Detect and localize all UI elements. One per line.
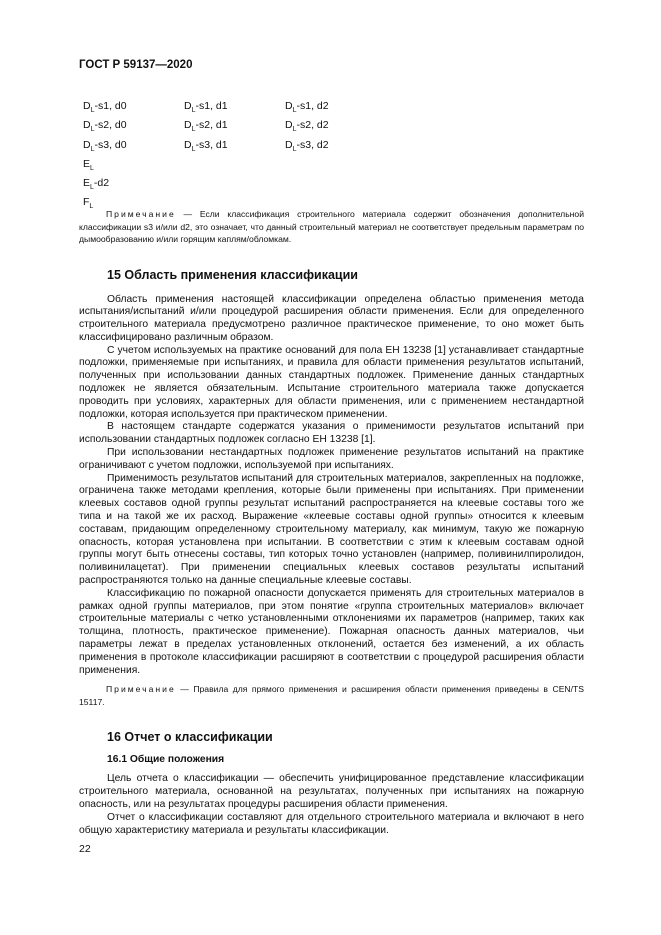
- paragraph: Классификацию по пожарной опасности допускается применять для строительных материалов в рамках одной группы материалов, при этом понятие «группа строительных материалов» включает строительные материалы с четко установленными отклонениями их параметров (например, таких как толщина, плотность, практическое применение). Пожарная опасность данных материалов, чьи параметры лежат в пределах установленных отклонений, остается без изменений, а их область применения в протоколе классификации расширяют в соответствии с процедурой расширения области применения.: [79, 587, 584, 676]
- paragraph: Цель отчета о классификации — обеспечить унифицированное представление классификации строительного материала, основанной на результатах, полученных при испытаниях на пожарную опасность, или на результатах процедуры расширения области применения.: [79, 773, 584, 810]
- classification-row: [83, 155, 386, 174]
- paragraph: В настоящем стандарте содержатся указания о применимости результатов испытаний при использовании стандартных подложек согласно ЕН 13238 [1].: [79, 421, 584, 446]
- classification-cell: $E_L$: [83, 157, 94, 172]
- section-title: 16 Отчет о классификации: [107, 730, 273, 745]
- note: [79, 683, 584, 708]
- classification-cell: $D_L-s2$, d0: [83, 119, 127, 134]
- classification-cell: $F_L$: [83, 196, 94, 211]
- classification-cell: $D_L-s1$, d0: [83, 100, 127, 114]
- classification-row: [83, 174, 386, 193]
- standard-header: ГОСТ Р 59137—2020: [79, 59, 193, 71]
- classification-row: [83, 97, 386, 116]
- paragraph: Область применения настоящей классификации определена областью применения метода испытания/испытаний и/или процедурой расширения области применения. Если для определенного строительного материала предусмотрено различное практическое применение, то оно может быть классифицировано различным образом.: [79, 293, 584, 343]
- classification-cell: $D_L-s2$, d2: [285, 119, 329, 134]
- main-content: [79, 208, 584, 837]
- paragraph: При использовании нестандартных подложек применение результатов испытаний на практике ограничивают с учетом подложки, используемой при испытаниях.: [79, 447, 584, 471]
- note-label: Примечание: [106, 684, 176, 695]
- paragraph: Применимость результатов испытаний для строительных материалов, закрепленных на подложке, ограничена также методами крепления, которые были применены при испытаниях. При применении клеевых составов одной группы результат испытаний распространяется на клеевые составы того же типа и на такой же их расход. Выражение «клеевые составы одной группы» относится к клеевым составам, придающим определенному строительному материалу, как минимум, такую же пожарную опасность, которая установлена при испытании. В соответствии с этим к клеевым составам одной группы могут быть отнесены составы, тип которых точно установлен (например, поливинилпиролидон, поливинилацетат). При применении специальных клеевых составов результаты испытаний распространяются только на данные специальные клеевые составы.: [79, 472, 584, 587]
- subsection-title: 16.1 Общие положения: [107, 754, 225, 766]
- note-text: — Если классификация строительного материала содержит обозначения дополнительной классификации s3 и/или d2, это означает, что данный строительный материал не соответствует предельным параметрам по дымообразованию и/или горящим каплям/обломкам.: [79, 209, 584, 244]
- classification-cell: $D_L-s1$, d2: [285, 100, 329, 114]
- paragraph: Отчет о классификации составляют для отдельного строительного материала и включают в него общую характеристику материала и результаты классификации.: [79, 811, 584, 836]
- classification-cell: $D_L-s3$, d2: [285, 138, 329, 153]
- classification-cell: $D_L-s1$, d1: [184, 100, 228, 114]
- classification-cell: $D_L-s3$, d1: [184, 138, 228, 153]
- classification-cell: $D_L-s2$, d1: [184, 119, 228, 134]
- classification-row: [83, 116, 386, 135]
- classification-cell: $E_L-d2$: [83, 177, 110, 192]
- section-title: 15 Область применения классификации: [107, 267, 358, 282]
- classification-cell: $D_L-s3$, d0: [83, 138, 127, 153]
- page-number: 22: [79, 843, 91, 855]
- paragraph: С учетом используемых на практике оснований для пола ЕН 13238 [1] устанавливает стандартные подложки, применяемые при испытаниях, и правила для области применения результатов испытаний, полученных при использовании данных стандартных подложек. Применение данных стандартных подложек не является обязательным. Испытание строительного материала также допускается проводить при условиях, характерных для области применения, или с применением нестандартной подложки, которая используется при практическом применении.: [79, 344, 584, 420]
- classification-row: [83, 136, 386, 155]
- note-label: Примечание: [106, 209, 176, 219]
- classification-table: [83, 97, 386, 213]
- note-text: — Правила для прямого применения и расширения области применения приведены в CEN/TS 15117.: [79, 684, 584, 707]
- note: [79, 208, 584, 246]
